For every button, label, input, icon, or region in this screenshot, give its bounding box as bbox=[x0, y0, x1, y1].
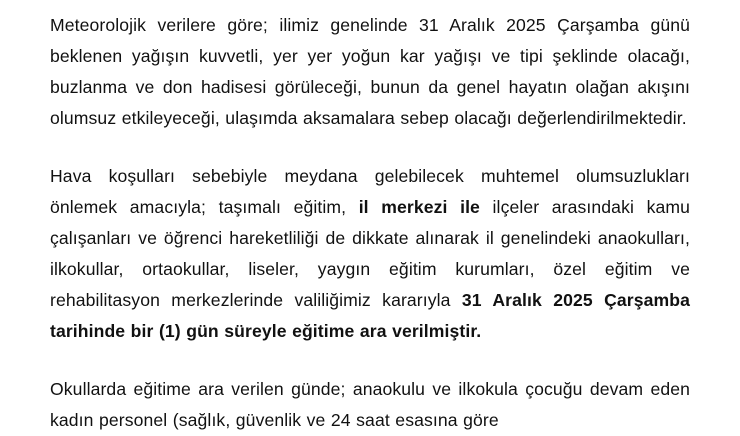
paragraph-2-run-3: ilçeler arasındaki kamu çalışanları ve öğrenci hareketliliği de dikkate alınarak il genelindeki anaokulları, ilkokullar, ortaokullar, liseler, yaygın eğitim kurumları, özel eğitim ve rehabilitasyon merkezlerinde valiliğimiz kararıyla bbox=[50, 197, 690, 310]
paragraph-2-run-1: Hava koşulları sebebiyle meydana gelebilecek muhtemel olumsuzlukları önlemek amacıyla; taşımalı eğitim, bbox=[50, 166, 690, 217]
paragraph-2 bbox=[50, 161, 690, 347]
paragraph-3 bbox=[50, 374, 690, 436]
paragraph-1-run-3: günü beklenen yağışın kuvvetli, yer yer yoğun kar yağışı ve tipi şeklinde olacağı, buzlanma ve don hadisesi görüleceği, bunun da genel hayatın olağan akışını olumsuz etkileyeceği, ulaşımda aksamalara sebep olacağı değerlendirilmektedir. bbox=[50, 15, 690, 128]
paragraph-3-run-1: Okullarda eğitime ara verilen günde; anaokulu ve ilkokula çocuğu devam eden kadın personel (sağlık, güvenlik ve 24 saat esasına göre bbox=[50, 379, 690, 430]
paragraph-2-run-4-bold: 31 Aralık 2025 Çarşamba tarihinde bir (1) gün süreyle eğitime ara verilmiştir. bbox=[50, 290, 690, 341]
paragraph-2-run-2-bold: il merkezi ile bbox=[358, 197, 480, 217]
paragraph-1 bbox=[50, 10, 690, 134]
paragraph-1-run-2: 31 Aralık 2025 Çarşamba bbox=[419, 15, 640, 35]
paragraph-1-run-1: Meteorolojik verilere göre; ilimiz genelinde bbox=[50, 15, 419, 35]
